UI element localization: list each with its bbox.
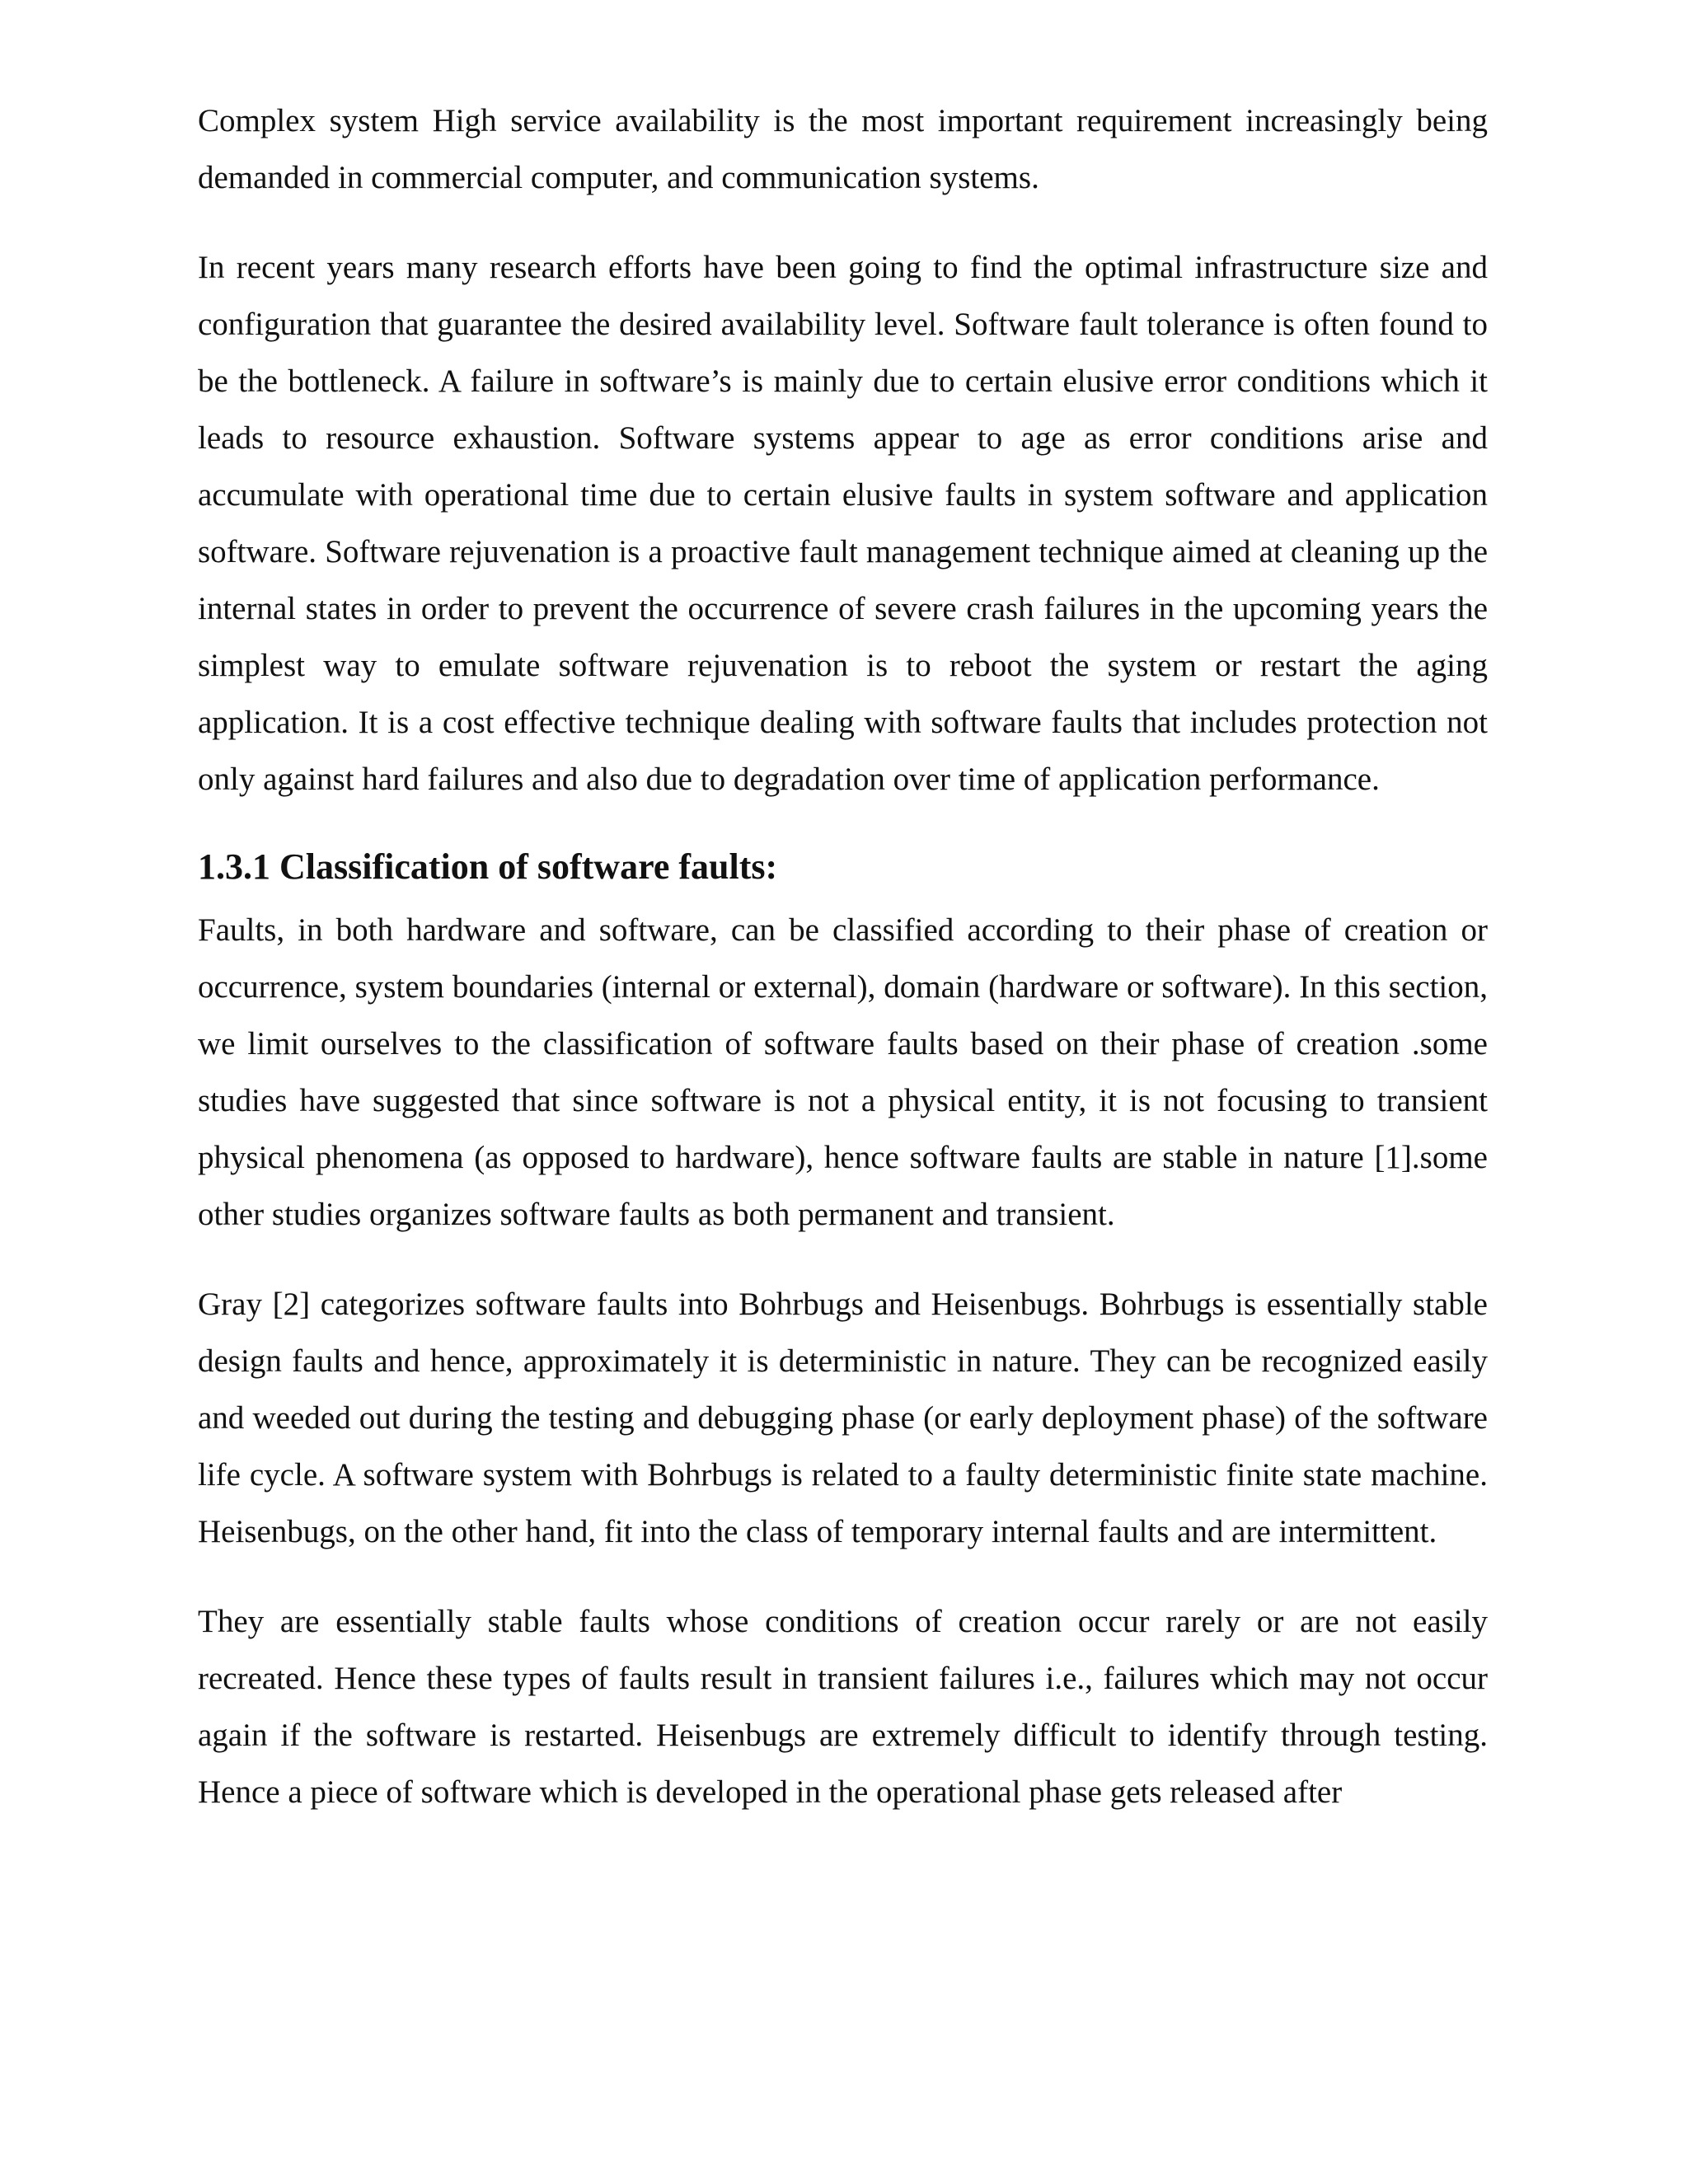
section-heading: 1.3.1 Classification of software faults: bbox=[198, 846, 778, 887]
paragraph-software-rejuvenation: In recent years many research efforts have been going to find the optimal infrastructure size and configuration that guarantee the desired availability level. Software fault tolerance is often found to be the bottleneck. A failure in software’s is mainly due to certain elusive error conditions which it leads to resource exhaustion. Software systems appear to age as error conditions arise and accumulate with operational time due to certain elusive faults in system software and application software. Software rejuvenation is a proactive fault management technique aimed at cleaning up the internal states in order to prevent the occurrence of severe crash failures in the upcoming years the simplest way to emulate software rejuvenation is to reboot the system or restart the aging application. It is a cost effective technique dealing with software faults that includes protection not only against hard failures and also due to degradation over time of application performance. bbox=[198, 250, 1488, 797]
paragraph-bohrbugs-heisenbugs: Gray [2] categorizes software faults into Bohrbugs and Heisenbugs. Bohrbugs is essentially stable design faults and hence, approximately it is deterministic in nature. They can be recognized easily and weeded out during the testing and debugging phase (or early deployment phase) of the software life cycle. A software system with Bohrbugs is related to a faulty deterministic finite state machine. Heisenbugs, on the other hand, fit into the class of temporary internal faults and are intermittent. bbox=[198, 1286, 1488, 1549]
paragraph-fault-classification: Faults, in both hardware and software, can be classified according to their phase of creation or occurrence, system boundaries (internal or external), domain (hardware or software). In this section, we limit ourselves to the classification of software faults based on their phase of creation .some studies have suggested that since software is not a physical entity, it is not focusing to transient physical phenomena (as opposed to hardware), hence software faults are stable in nature [1].some other studies organizes software faults as both permanent and transient. bbox=[198, 912, 1488, 1232]
paragraph-transient-failures: They are essentially stable faults whose conditions of creation occur rarely or are not easily recreated. Hence these types of faults result in transient failures i.e., failures which may not occur again if the software is restarted. Heisenbugs are extremely difficult to identify through testing. Hence a piece of software which is developed in the operational phase gets released after bbox=[198, 1604, 1488, 1810]
paragraph-availability-intro: Complex system High service availability is the most important requirement increasingly being demanded in commercial computer, and communication systems. bbox=[198, 103, 1488, 195]
document-page bbox=[198, 92, 1488, 1821]
